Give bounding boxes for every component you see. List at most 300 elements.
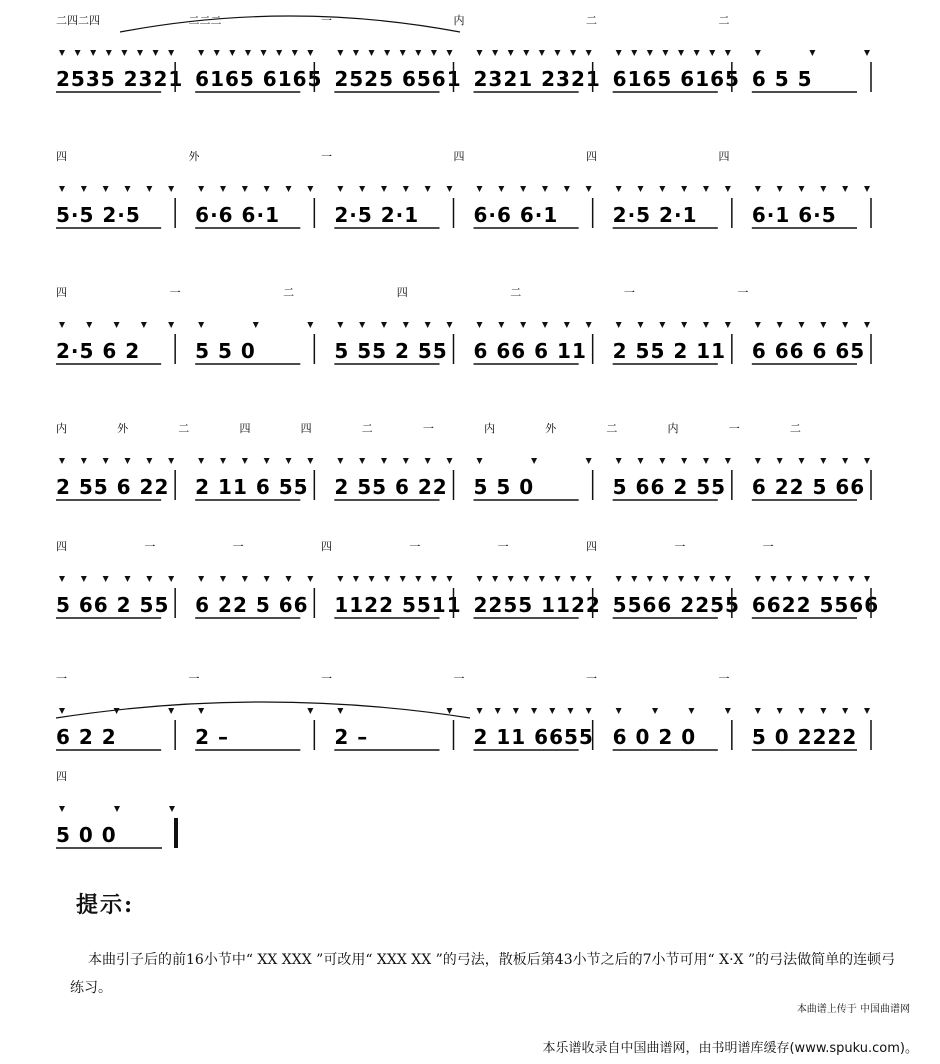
bow-marker <box>678 576 684 582</box>
fingering-mark: 二四二四 <box>56 14 100 27</box>
bow-marker <box>638 186 644 192</box>
measure <box>334 576 461 618</box>
bow-marker <box>381 186 387 192</box>
bow-marker <box>114 806 120 812</box>
bow-marker <box>103 458 109 464</box>
bow-marker <box>694 576 700 582</box>
measure-notes: 2 11 6 55 <box>195 475 309 499</box>
bow-marker <box>369 576 375 582</box>
fingering-mark: 一 <box>232 540 244 553</box>
bow-marker <box>59 186 65 192</box>
bow-marker <box>307 322 313 328</box>
measure <box>195 458 314 500</box>
bow-marker <box>403 322 409 328</box>
measure-notes: 6·6 6·1 <box>473 203 559 227</box>
bow-marker <box>400 576 406 582</box>
bow-marker <box>755 186 761 192</box>
bow-marker <box>415 576 421 582</box>
fingering-mark: 二 <box>361 422 373 435</box>
bow-marker <box>508 576 514 582</box>
bow-marker <box>431 576 437 582</box>
measure <box>613 708 732 750</box>
bow-marker <box>477 458 483 464</box>
bow-marker <box>799 708 805 714</box>
bow-marker <box>81 186 87 192</box>
fingering-mark: 一 <box>422 422 434 435</box>
bow-marker <box>770 576 776 582</box>
fingering-mark: 四 <box>56 150 67 163</box>
bow-marker <box>337 322 343 328</box>
measure <box>56 708 175 750</box>
bow-marker <box>864 322 870 328</box>
bow-marker <box>220 576 226 582</box>
measure <box>195 186 314 228</box>
bow-marker <box>245 50 251 56</box>
bow-marker <box>198 50 204 56</box>
bow-marker <box>169 806 175 812</box>
fingering-mark: 二 <box>606 422 618 435</box>
fingering-mark: 内 <box>453 14 465 27</box>
bow-marker <box>81 576 87 582</box>
fingering-mark: 二二二 <box>188 14 222 27</box>
fingering-mark: 二 <box>283 286 295 299</box>
bow-marker <box>286 576 292 582</box>
bow-marker <box>523 576 529 582</box>
fingering-mark: 二 <box>178 422 190 435</box>
bow-marker <box>809 50 815 56</box>
bow-marker <box>403 186 409 192</box>
fingering-mark: 内 <box>484 422 496 435</box>
measure <box>195 50 322 92</box>
bow-marker <box>359 458 365 464</box>
bow-marker <box>477 50 483 56</box>
fingering-mark: 一 <box>56 672 67 685</box>
bow-marker <box>253 322 259 328</box>
bow-marker <box>198 186 204 192</box>
bow-marker <box>168 458 174 464</box>
bow-marker <box>137 50 143 56</box>
bow-marker <box>554 576 560 582</box>
bow-marker <box>103 186 109 192</box>
measure-notes: 5·5 2·5 <box>56 203 141 227</box>
bow-marker <box>799 322 805 328</box>
bow-marker <box>59 458 65 464</box>
measure <box>613 186 732 228</box>
fingering-mark: 四 <box>718 150 730 163</box>
bow-marker <box>498 322 504 328</box>
measure <box>56 806 176 848</box>
fingering-mark: 一 <box>674 540 686 553</box>
measure-notes: 6 2 2 <box>56 725 117 749</box>
bow-marker <box>220 458 226 464</box>
fingering-mark: 二 <box>586 14 597 27</box>
bow-marker <box>638 458 644 464</box>
bow-marker <box>777 708 783 714</box>
bow-marker <box>799 186 805 192</box>
bow-marker <box>337 708 343 714</box>
bow-marker <box>681 322 687 328</box>
measure <box>474 186 593 228</box>
bow-marker <box>337 576 343 582</box>
bow-marker <box>520 186 526 192</box>
fingering-mark: 四 <box>56 770 67 783</box>
bow-marker <box>229 50 235 56</box>
bow-marker <box>492 576 498 582</box>
measure-notes: 5 66 2 55 <box>612 475 727 499</box>
bow-marker <box>425 322 431 328</box>
fingering-mark: 四 <box>56 540 67 553</box>
bow-marker <box>842 322 848 328</box>
bow-marker <box>381 458 387 464</box>
fingering-mark: 内 <box>56 422 67 435</box>
fingering-mark: 二 <box>789 422 801 435</box>
upload-note: 本曲谱上传于 中国曲谱网 <box>796 1004 910 1015</box>
bow-marker <box>359 322 365 328</box>
bow-marker <box>799 458 805 464</box>
fingering-mark: 一 <box>321 14 332 27</box>
bow-marker <box>220 186 226 192</box>
fingering-mark: 内 <box>667 422 679 435</box>
fingering-mark: 一 <box>762 540 774 553</box>
measure-notes: 1122 5511 <box>334 593 462 617</box>
bow-marker <box>477 322 483 328</box>
measure-notes: 2 – <box>334 725 369 749</box>
fingering-mark: 一 <box>144 540 156 553</box>
measure <box>334 322 453 364</box>
bow-marker <box>786 576 792 582</box>
bow-marker <box>403 458 409 464</box>
fingering-mark: 二 <box>718 14 730 27</box>
bow-marker <box>709 576 715 582</box>
tip-title: 提示: <box>76 892 135 918</box>
bow-marker <box>842 186 848 192</box>
measure <box>752 708 871 750</box>
measure <box>752 458 871 500</box>
bow-marker <box>864 186 870 192</box>
bow-marker <box>703 322 709 328</box>
bow-marker <box>659 186 665 192</box>
measure-notes: 6·6 6·1 <box>195 203 280 227</box>
bow-marker <box>492 50 498 56</box>
bow-marker <box>616 186 622 192</box>
bow-marker <box>802 576 808 582</box>
fingering-mark: 外 <box>188 150 200 163</box>
bow-marker <box>384 50 390 56</box>
bow-marker <box>498 186 504 192</box>
measure-notes: 2·5 2·1 <box>612 203 698 227</box>
fingering-mark: 四 <box>239 422 251 435</box>
bow-marker <box>307 708 313 714</box>
bow-marker <box>400 50 406 56</box>
bow-marker <box>114 322 120 328</box>
bow-marker <box>168 708 174 714</box>
bow-marker <box>261 50 267 56</box>
bow-marker <box>198 322 204 328</box>
bow-marker <box>447 50 453 56</box>
fingering-mark: 四 <box>321 540 332 553</box>
bow-marker <box>508 50 514 56</box>
bow-marker <box>369 50 375 56</box>
bow-marker <box>549 708 555 714</box>
bow-marker <box>616 322 622 328</box>
bow-marker <box>564 186 570 192</box>
fingering-mark: 四 <box>396 286 408 299</box>
fingering-mark: 四 <box>453 150 465 163</box>
bow-marker <box>703 458 709 464</box>
measure <box>56 186 175 228</box>
measure <box>334 458 453 500</box>
bow-marker <box>425 186 431 192</box>
bow-marker <box>337 186 343 192</box>
bow-marker <box>539 50 545 56</box>
measure-notes: 2·5 6 2 <box>56 339 141 363</box>
bow-marker <box>381 322 387 328</box>
bow-marker <box>146 576 152 582</box>
measure-notes: 2255 1122 <box>473 593 601 617</box>
bow-marker <box>146 458 152 464</box>
bow-marker <box>168 322 174 328</box>
measure-notes: 2535 2321 <box>56 67 184 91</box>
fingering-mark: 一 <box>409 540 421 553</box>
bow-marker <box>495 708 501 714</box>
bow-marker <box>168 50 174 56</box>
bow-marker <box>531 708 537 714</box>
bow-marker <box>586 322 592 328</box>
bow-marker <box>678 50 684 56</box>
row-marks <box>56 149 730 163</box>
measure-notes: 6 66 6 65 <box>751 339 866 363</box>
bow-marker <box>447 708 453 714</box>
bow-marker <box>103 576 109 582</box>
measure <box>334 186 453 228</box>
fingering-mark: 一 <box>321 672 332 685</box>
bow-marker <box>755 50 761 56</box>
measure <box>56 50 183 92</box>
measure <box>195 322 314 364</box>
bow-marker <box>153 50 159 56</box>
row-marks <box>56 672 730 685</box>
measure-notes: 6165 6165 <box>195 67 323 91</box>
bow-marker <box>168 576 174 582</box>
bow-marker <box>141 322 147 328</box>
bow-marker <box>75 50 81 56</box>
bow-marker <box>616 576 622 582</box>
fingering-mark: 一 <box>453 672 465 685</box>
bow-marker <box>264 186 270 192</box>
bow-marker <box>616 708 622 714</box>
measure-notes: 2·5 2·1 <box>334 203 420 227</box>
bow-marker <box>631 50 637 56</box>
bow-marker <box>820 708 826 714</box>
fingering-mark: 四 <box>300 422 312 435</box>
fingering-mark: 四 <box>56 286 67 299</box>
bow-marker <box>125 186 131 192</box>
bow-marker <box>447 186 453 192</box>
measure <box>474 50 601 92</box>
slur-arc <box>56 702 470 718</box>
bow-marker <box>307 50 313 56</box>
bow-marker <box>59 50 65 56</box>
bow-marker <box>659 322 665 328</box>
bow-marker <box>616 458 622 464</box>
measure-notes: 6165 6165 <box>612 67 740 91</box>
bow-marker <box>337 50 343 56</box>
bow-marker <box>842 458 848 464</box>
bow-marker <box>431 50 437 56</box>
bow-marker <box>539 576 545 582</box>
fingering-mark: 一 <box>718 672 730 685</box>
measure-notes: 5 0 2222 <box>751 725 858 749</box>
fingering-mark: 一 <box>728 422 740 435</box>
bow-marker <box>81 458 87 464</box>
bow-marker <box>662 576 668 582</box>
bow-marker <box>586 458 592 464</box>
fingering-mark: 外 <box>545 422 557 435</box>
measure <box>613 576 740 618</box>
bow-marker <box>842 708 848 714</box>
bow-marker <box>694 50 700 56</box>
measure <box>474 458 593 500</box>
bow-marker <box>477 708 483 714</box>
bow-marker <box>647 576 653 582</box>
bow-marker <box>307 576 313 582</box>
bow-marker <box>616 50 622 56</box>
bow-marker <box>198 576 204 582</box>
fingering-mark: 一 <box>623 286 635 299</box>
bow-marker <box>337 458 343 464</box>
measure-notes: 2525 6561 <box>334 67 462 91</box>
bow-marker <box>709 50 715 56</box>
measure <box>752 322 871 364</box>
bow-marker <box>242 186 248 192</box>
bow-marker <box>570 576 576 582</box>
measure-notes: 2 11 6655 <box>473 725 594 749</box>
tip-text: 本曲引子后的前16小节中“ XX XXX ”可改用“ XXX XX ”的弓法，散板后第43小节之后的7小节可用“ X·X ”的弓法做简单的连顿弓练习。 <box>70 952 896 996</box>
bow-marker <box>125 576 131 582</box>
bow-marker <box>833 576 839 582</box>
bow-marker <box>647 50 653 56</box>
bow-marker <box>725 322 731 328</box>
bow-marker <box>586 576 592 582</box>
measure <box>752 186 871 228</box>
measure-notes: 2 55 2 11 <box>612 339 727 363</box>
bow-marker <box>864 576 870 582</box>
fingering-mark: 一 <box>497 540 509 553</box>
measure-notes: 6·1 6·5 <box>751 203 837 227</box>
bow-marker <box>125 458 131 464</box>
bow-marker <box>725 576 731 582</box>
bow-marker <box>681 458 687 464</box>
footer-note: 本乐谱收录自中国曲谱网，由书明谱库缓存(www.spuku.com)。 <box>542 1041 918 1056</box>
bow-marker <box>59 708 65 714</box>
measure-notes: 6 22 5 66 <box>751 475 866 499</box>
fingering-mark: 二 <box>510 286 522 299</box>
measure <box>613 322 732 364</box>
bow-marker <box>59 576 65 582</box>
slur-arc <box>120 16 460 32</box>
measure-notes: 5 0 0 <box>56 823 117 847</box>
bow-marker <box>286 458 292 464</box>
bow-marker <box>725 50 731 56</box>
bow-marker <box>276 50 282 56</box>
fingering-mark: 一 <box>321 150 332 163</box>
bow-marker <box>353 50 359 56</box>
measure <box>613 458 732 500</box>
measure-notes: 2321 2321 <box>473 67 601 91</box>
measure-notes: 6622 5566 <box>751 593 880 617</box>
measure <box>752 50 871 92</box>
bow-marker <box>725 186 731 192</box>
bow-marker <box>477 576 483 582</box>
measure-notes: 6 66 6 11 <box>473 339 587 363</box>
bow-marker <box>567 708 573 714</box>
bow-marker <box>777 458 783 464</box>
fingering-mark: 四 <box>586 150 597 163</box>
bow-marker <box>755 458 761 464</box>
measure-notes: 5 66 2 55 <box>56 593 170 617</box>
bow-marker <box>864 708 870 714</box>
bow-marker <box>353 576 359 582</box>
bow-marker <box>198 458 204 464</box>
bow-marker <box>415 50 421 56</box>
bow-marker <box>523 50 529 56</box>
bow-marker <box>864 50 870 56</box>
row-marks <box>56 770 67 783</box>
bow-marker <box>542 186 548 192</box>
bow-marker <box>864 458 870 464</box>
measure <box>56 458 175 500</box>
bow-marker <box>652 708 658 714</box>
measure <box>195 708 314 750</box>
bow-marker <box>725 458 731 464</box>
measure-notes: 2 55 6 22 <box>334 475 448 499</box>
bow-marker <box>106 50 112 56</box>
bow-marker <box>447 322 453 328</box>
bow-marker <box>146 186 152 192</box>
fingering-mark: 一 <box>169 286 181 299</box>
bow-marker <box>292 50 298 56</box>
bow-marker <box>688 708 694 714</box>
bow-marker <box>447 458 453 464</box>
bow-marker <box>425 458 431 464</box>
row-marks <box>56 540 774 553</box>
bow-marker <box>586 50 592 56</box>
measure <box>752 576 879 618</box>
bow-marker <box>214 50 220 56</box>
bow-marker <box>755 708 761 714</box>
bow-marker <box>198 708 204 714</box>
bow-marker <box>681 186 687 192</box>
bow-marker <box>307 186 313 192</box>
row-marks <box>56 421 801 435</box>
bow-marker <box>755 576 761 582</box>
measure-notes: 5 5 0 <box>473 475 535 499</box>
bow-marker <box>848 576 854 582</box>
bow-marker <box>531 458 537 464</box>
measure-notes: 5 5 0 <box>195 339 256 363</box>
bow-marker <box>90 50 96 56</box>
bow-marker <box>86 322 92 328</box>
measure <box>334 50 461 92</box>
measure <box>56 576 175 618</box>
bow-marker <box>59 806 65 812</box>
bow-marker <box>307 458 313 464</box>
measure <box>613 50 740 92</box>
measure-notes: 6 0 2 0 <box>612 725 697 749</box>
bow-marker <box>168 186 174 192</box>
bow-marker <box>820 322 826 328</box>
measure <box>474 708 594 750</box>
